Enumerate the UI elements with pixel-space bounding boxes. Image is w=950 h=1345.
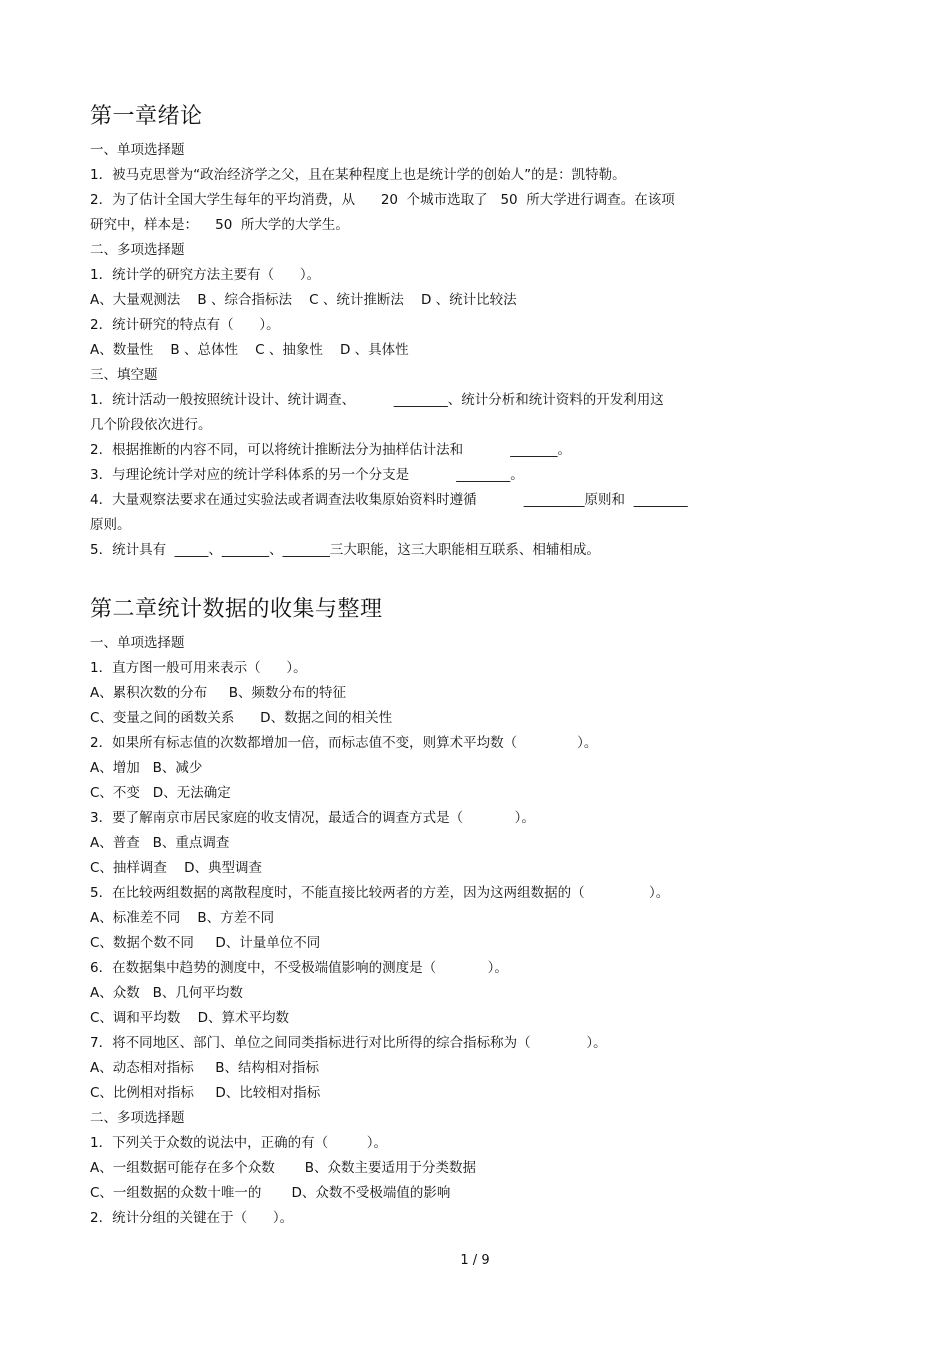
text-line: 3．与理论统计学对应的统计学科体系的另一个分支是 ________。	[90, 467, 524, 483]
text-line: 2．统计研究的特点有（ ）。	[90, 317, 280, 333]
text-line: 7．将不同地区、部门、单位之间同类指标进行对比所得的综合指标称为（ ）。	[90, 1035, 607, 1051]
text-line: 1．被马克思誉为“政治经济学之父，且在某种程度上也是统计学的创始人”的是：凯特勒。	[90, 167, 626, 183]
text-line: 一、单项选择题	[90, 635, 185, 651]
text-line: C、抽样调查 D、典型调查	[90, 860, 262, 876]
text-line: 5．统计具有 _____、_______、_______三大职能，这三大职能相互联系、相辅相成。	[90, 542, 600, 558]
chapter-2-body	[90, 631, 850, 1231]
text-line: C、变量之间的函数关系 D、数据之间的相关性	[90, 710, 393, 726]
text-line: A、增加 B、减少	[90, 760, 203, 776]
text-line: C、不变 D、无法确定	[90, 785, 231, 801]
text-line: A、动态相对指标 B、结构相对指标	[90, 1060, 319, 1076]
text-line: 1．统计学的研究方法主要有（ ）。	[90, 267, 321, 283]
text-line: 2．为了估计全国大学生每年的平均消费，从 20 个城市选取了 50 所大学进行调查。在该项	[90, 192, 675, 208]
text-line: 3．要了解南京市居民家庭的收支情况，最适合的调查方式是（ ）。	[90, 810, 535, 826]
chapter-1-section	[90, 100, 850, 563]
page-number: 1 / 9	[460, 1253, 490, 1268]
text-line: 一、单项选择题	[90, 142, 185, 158]
text-line: 几个阶段依次进行。	[90, 417, 212, 433]
chapter-2-title: 第二章统计数据的收集与整理	[90, 597, 383, 622]
text-line: A、大量观测法 B 、综合指标法 C 、统计推断法 D 、统计比较法	[90, 292, 517, 308]
text-line: 2．统计分组的关键在于（ ）。	[90, 1210, 294, 1226]
text-line: A、众数 B、几何平均数	[90, 985, 243, 1001]
text-line: A、累积次数的分布 B、频数分布的特征	[90, 685, 346, 701]
text-line: C、一组数据的众数十唯一的 D、众数不受极端值的影响	[90, 1185, 451, 1201]
text-line: 研究中，样本是： 50 所大学的大学生。	[90, 217, 349, 233]
text-line: C、调和平均数 D、算术平均数	[90, 1010, 289, 1026]
text-line: A、数量性 B 、总体性 C 、抽象性 D 、具体性	[90, 342, 409, 358]
chapter-1-title: 第一章绪论	[90, 104, 203, 129]
text-line: 4．大量观察法要求在通过实验法或者调查法收集原始资料时遵循 _________原则和 ________	[90, 492, 688, 508]
text-line: 2．如果所有标志值的次数都增加一倍，而标志值不变，则算术平均数（ ）。	[90, 735, 598, 751]
text-line: C、数据个数不同 D、计量单位不同	[90, 935, 321, 951]
text-line: 2．根据推断的内容不同，可以将统计推断法分为抽样估计法和 _______。	[90, 442, 572, 458]
text-line: 5．在比较两组数据的离散程度时，不能直接比较两者的方差，因为这两组数据的（ ）。	[90, 885, 670, 901]
page-content	[90, 100, 850, 1231]
text-line: 6．在数据集中趋势的测度中，不受极端值影响的测度是（ ）。	[90, 960, 508, 976]
chapter-1-body	[90, 138, 850, 563]
text-line: C、比例相对指标 D、比较相对指标	[90, 1085, 321, 1101]
text-line: A、普查 B、重点调查	[90, 835, 230, 851]
text-line: 1．统计活动一般按照统计设计、统计调查、 ________、统计分析和统计资料的开发利用这	[90, 392, 664, 408]
text-line: 二、多项选择题	[90, 1110, 185, 1126]
text-line: 原则。	[90, 517, 131, 533]
text-line: 三、填空题	[90, 367, 158, 383]
chapter-2-section	[90, 593, 850, 1231]
text-line: A、一组数据可能存在多个众数 B、众数主要适用于分类数据	[90, 1160, 477, 1176]
text-line: 二、多项选择题	[90, 242, 185, 258]
text-line: 1．下列关于众数的说法中，正确的有（ ）。	[90, 1135, 387, 1151]
text-line: A、标准差不同 B、方差不同	[90, 910, 275, 926]
chapter-spacer	[90, 563, 850, 593]
text-line: 1．直方图一般可用来表示（ ）。	[90, 660, 307, 676]
